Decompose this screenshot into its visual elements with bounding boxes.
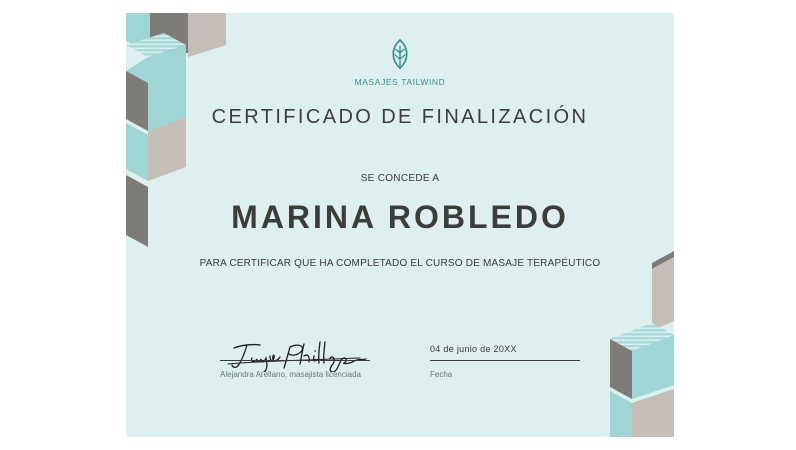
date-label: Fecha <box>430 370 453 379</box>
cubes-bottom-right <box>610 251 674 437</box>
certificate <box>126 13 674 437</box>
date-value: 04 de junio de 20XX <box>430 344 517 354</box>
recipient-name: MARINA ROBLEDO <box>231 199 569 235</box>
brand-name: MASAJES TAILWIND <box>354 77 446 87</box>
certificate-reason: PARA CERTIFICAR QUE HA COMPLETADO EL CURSO DE MASAJE TERAPÉUTICO <box>199 258 601 269</box>
granted-to-label: SE CONCEDE A <box>360 173 440 184</box>
leaf-icon <box>388 38 412 70</box>
signature-line <box>220 360 370 361</box>
signer-name: Alejandra Arellano, masajista licenciada <box>220 370 361 379</box>
certificate-title: CERTIFICADO DE FINALIZACIÓN <box>211 106 589 128</box>
handwritten-signature <box>220 334 370 372</box>
date-line <box>430 360 580 361</box>
